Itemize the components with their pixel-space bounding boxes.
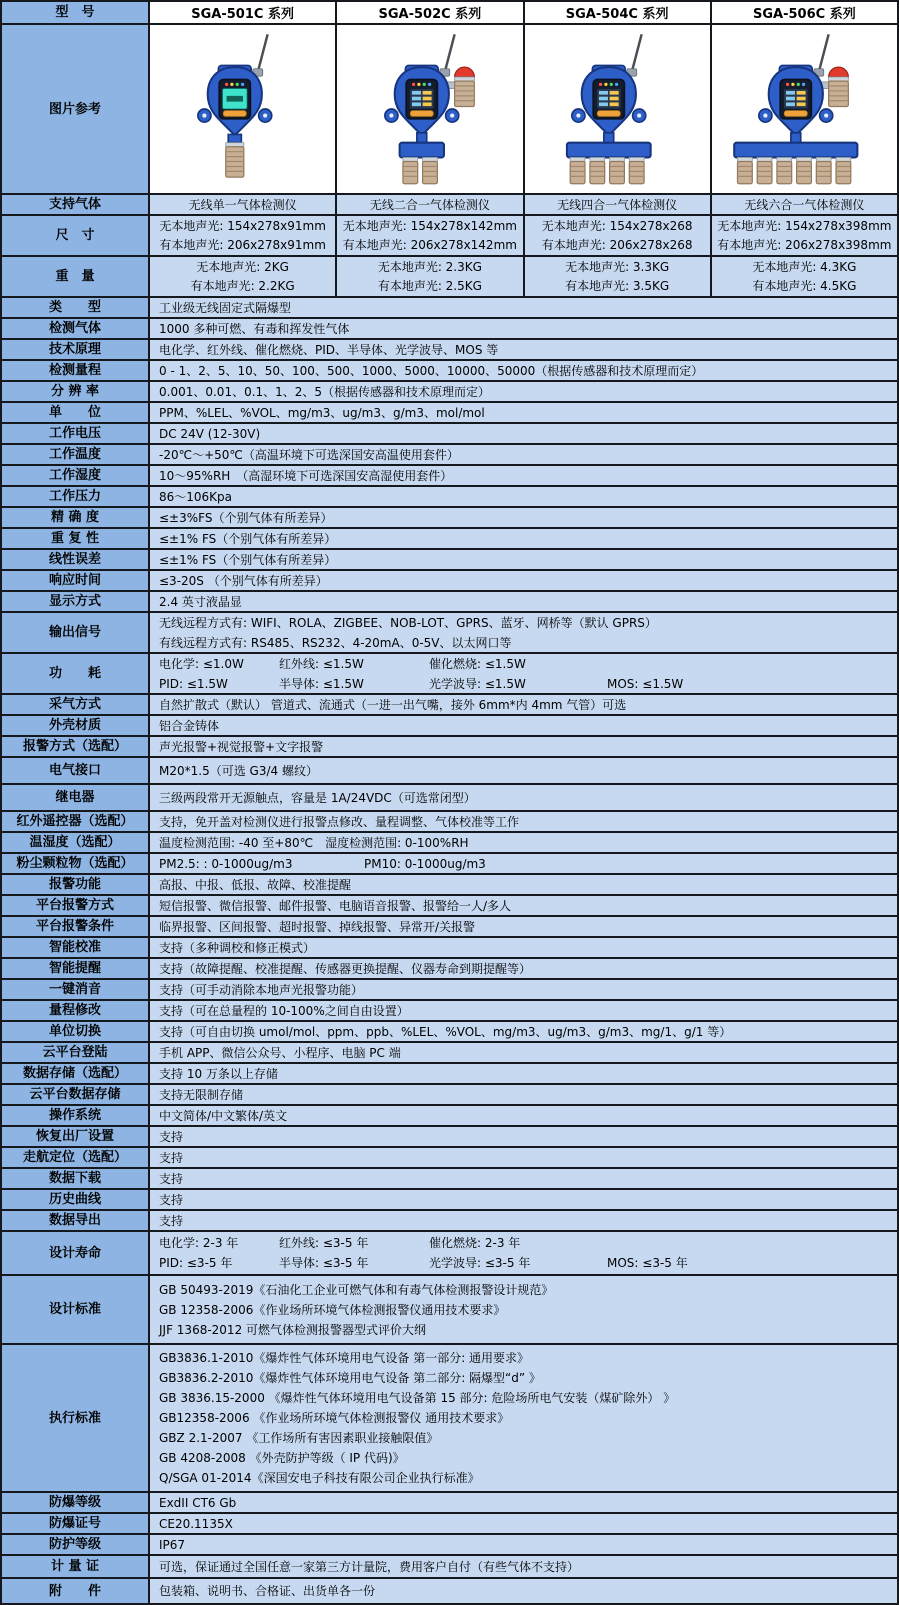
spec-value-os [150, 1106, 897, 1125]
spec-row-temp-humidity [2, 833, 897, 854]
spec-value-alarm-function [150, 875, 897, 894]
spec-value-segment: -20℃～+50℃（高温环境下可选深国安高温使用套件） [159, 447, 459, 462]
spec-label-ip-rating: 防护等级 [2, 1535, 150, 1554]
spec-label-relay: 继电器 [2, 785, 150, 810]
spec-value-segment: GBZ 2.1-2007 《工作场所有害因素职业接触限值》 [159, 1431, 439, 1445]
spec-label-accuracy: 精 确 度 [2, 508, 150, 527]
spec-label-type: 类 型 [2, 298, 150, 317]
spec-label-platform-alarm-condition: 平台报警条件 [2, 917, 150, 936]
sga-501c-detector-image [150, 25, 337, 193]
spec-value-linearity [150, 550, 897, 569]
spec-value-segment: M20*1.5（可选 G3/4 螺纹） [159, 763, 318, 778]
spec-value-segment: 红外线: ≤1.5W [279, 656, 364, 671]
spec-value-segment: GB 4208-2008 《外壳防护等级（ IP 代码)》 [159, 1451, 405, 1465]
spec-value-data-export [150, 1211, 897, 1230]
spec-value-repeatability [150, 529, 897, 548]
spec-value-segment: 1000 多种可燃、有毒和挥发性气体 [159, 321, 350, 336]
dimensions-sga-501c: 无本地声光: 154x278x91mm 有本地声光: 206x278x91mm [150, 216, 337, 255]
spec-value-voltage [150, 424, 897, 443]
spec-value-temp-humidity [150, 833, 897, 852]
spec-value-segment: 温度检测范围: -40 至+80℃ 湿度检测范围: 0-100%RH [159, 835, 469, 850]
spec-row-tech-principle [2, 340, 897, 361]
spec-value-output-signal [150, 613, 897, 652]
spec-value-segment: PID: ≤1.5W [159, 676, 228, 691]
spec-label-explosion-class: 防爆等级 [2, 1493, 150, 1512]
spec-label-design-standard: 设计标准 [2, 1276, 150, 1343]
supported-gas-sga-506c: 无线六合一气体检测仪 [712, 195, 897, 214]
spec-row-linearity [2, 550, 897, 571]
spec-value-response-time [150, 571, 897, 590]
spec-row-platform-alarm-mode [2, 896, 897, 917]
spec-value-segment: Q/SGA 01-2014《深国安电子科技有限公司企业执行标准》 [159, 1471, 480, 1485]
model-header-sga-502c: SGA-502C 系列 [337, 2, 524, 23]
spec-label-mute: 一键消音 [2, 980, 150, 999]
supported-gas-sga-501c: 无线单一气体检测仪 [150, 195, 337, 214]
spec-row-design-standard [2, 1276, 897, 1345]
spec-value-data-download [150, 1169, 897, 1188]
spec-row-electrical-port [2, 758, 897, 785]
model-header-sga-504c: SGA-504C 系列 [525, 2, 712, 23]
spec-row-power-consumption [2, 654, 897, 695]
spec-value-segment: GB 50493-2019《石油化工企业可燃气体和有毒气体检测报警设计规范》 [159, 1282, 554, 1297]
spec-value-power-consumption [150, 654, 897, 693]
spec-label-metering-cert: 计 量 证 [2, 1556, 150, 1577]
spec-label-repeatability: 重 复 性 [2, 529, 150, 548]
spec-value-segment: PM2.5: : 0-1000ug/m3 [159, 856, 293, 871]
spec-label-alarm-mode: 报警方式（选配） [2, 737, 150, 756]
spec-label-range: 检测量程 [2, 361, 150, 380]
spec-row-cloud-login [2, 1043, 897, 1064]
spec-row-accuracy [2, 508, 897, 529]
spec-value-factory-reset [150, 1127, 897, 1146]
spec-value-segment: 支持 10 万条以上存储 [159, 1066, 278, 1081]
spec-label-data-export: 数据导出 [2, 1211, 150, 1230]
spec-value-relay [150, 785, 897, 810]
spec-value-segment: GB12358-2006 《作业场所环境气体检测报警仪 通用技术要求》 [159, 1411, 510, 1425]
spec-value-segment: ≤±1% FS（个别气体有所差异） [159, 552, 337, 567]
spec-value-smart-reminder [150, 959, 897, 978]
spec-value-range [150, 361, 897, 380]
spec-row-type [2, 298, 897, 319]
spec-value-segment: ≤3-20S （个别气体有所差异） [159, 573, 328, 588]
spec-value-segment: 支持（多种调校和修正模式） [159, 940, 316, 955]
spec-value-segment: 铝合金铸体 [159, 718, 220, 733]
spec-value-segment: 催化燃烧: 2-3 年 [429, 1236, 521, 1250]
spec-row-work-pressure [2, 487, 897, 508]
spec-value-execution-standard [150, 1345, 897, 1491]
spec-value-segment: 支持 [159, 1150, 184, 1165]
spec-label-smart-calibration: 智能校准 [2, 938, 150, 957]
spec-value-range-modify [150, 1001, 897, 1020]
spec-row-range-modify [2, 1001, 897, 1022]
spec-value-segment: 临界报警、区间报警、超时报警、掉线报警、异常开/关报警 [159, 919, 476, 934]
spec-value-segment: ≤±3%FS（个别气体有所差异） [159, 510, 333, 525]
spec-row-ir-remote [2, 812, 897, 833]
spec-label-data-storage: 数据存储（选配） [2, 1064, 150, 1083]
spec-label-design-life: 设计寿命 [2, 1232, 150, 1274]
spec-value-segment: GB3836.1-2010《爆炸性气体环境用电气设备 第一部分: 通用要求》 [159, 1351, 530, 1365]
spec-row-navigation [2, 1148, 897, 1169]
spec-value-electrical-port [150, 758, 897, 783]
spec-value-segment: 支持 [159, 1129, 184, 1144]
spec-label-tech-principle: 技术原理 [2, 340, 150, 359]
spec-value-ip-rating [150, 1535, 897, 1554]
sga-504c-detector-image [525, 25, 712, 193]
spec-value-explosion-class [150, 1493, 897, 1512]
spec-value-segment: MOS: ≤3-5 年 [607, 1256, 688, 1270]
supported-gas-sga-502c: 无线二合一气体检测仪 [337, 195, 524, 214]
spec-row-execution-standard [2, 1345, 897, 1493]
spec-label-explosion-cert: 防爆证号 [2, 1514, 150, 1533]
spec-value-segment: 自然扩散式（默认） 管道式、流通式（一进一出气嘴，接外 6mm*内 4mm 气管）可选 [159, 697, 627, 712]
spec-value-segment: 10～95%RH （高湿环境下可选深国安高湿使用套件） [159, 468, 453, 483]
dimensions-sga-502c: 无本地声光: 154x278x142mm 有本地声光: 206x278x142mm [337, 216, 524, 255]
header-row [2, 2, 897, 25]
spec-label-ir-remote: 红外遥控器（选配） [2, 812, 150, 831]
spec-value-design-life [150, 1232, 897, 1274]
spec-label-power-consumption: 功 耗 [2, 654, 150, 693]
spec-value-segment: 高报、中报、低报、故障、校准提醒 [159, 877, 352, 892]
spec-row-os [2, 1106, 897, 1127]
spec-row-design-life [2, 1232, 897, 1276]
spec-label-platform-alarm-mode: 平台报警方式 [2, 896, 150, 915]
spec-value-segment: PM10: 0-1000ug/m3 [364, 856, 486, 871]
spec-row-housing [2, 716, 897, 737]
spec-row-unit [2, 403, 897, 424]
spec-label-response-time: 响应时间 [2, 571, 150, 590]
dimensions-label: 尺 寸 [2, 216, 150, 255]
spec-row-metering-cert [2, 1556, 897, 1579]
spec-value-segment: GB3836.2-2010《爆炸性气体环境用电气设备 第二部分: 隔爆型“d” 》 [159, 1371, 541, 1385]
spec-value-segment: 三级两段常开无源触点，容量是 1A/24VDC（可选常闭型） [159, 790, 476, 805]
spec-value-work-pressure [150, 487, 897, 506]
spec-row-smart-reminder [2, 959, 897, 980]
spec-value-type [150, 298, 897, 317]
spec-value-segment: 支持，免开盖对检测仪进行报警点修改、量程调整、气体校准等工作 [159, 814, 520, 829]
spec-label-unit: 单 位 [2, 403, 150, 422]
dimensions-sga-504c: 无本地声光: 154x278x268 有本地声光: 206x278x268 [525, 216, 712, 255]
spec-row-platform-alarm-condition [2, 917, 897, 938]
spec-row-history-curve [2, 1190, 897, 1211]
spec-label-output-signal: 输出信号 [2, 613, 150, 652]
spec-value-work-humidity [150, 466, 897, 485]
spec-label-detect-gas: 检测气体 [2, 319, 150, 338]
spec-value-segment: ExdII CT6 Gb [159, 1495, 237, 1510]
spec-value-design-standard [150, 1276, 897, 1343]
spec-row-work-humidity [2, 466, 897, 487]
spec-label-history-curve: 历史曲线 [2, 1190, 150, 1209]
spec-value-segment: CE20.1135X [159, 1516, 233, 1531]
spec-value-sampling [150, 695, 897, 714]
spec-value-platform-alarm-mode [150, 896, 897, 915]
spec-value-segment: PID: ≤3-5 年 [159, 1256, 233, 1270]
spec-value-segment: 支持（可在总量程的 10-100%之间自由设置） [159, 1003, 409, 1018]
spec-value-segment: 86～106Kpa [159, 489, 233, 504]
spec-value-smart-calibration [150, 938, 897, 957]
spec-label-cloud-login: 云平台登陆 [2, 1043, 150, 1062]
spec-row-smart-calibration [2, 938, 897, 959]
weight-row [2, 257, 897, 298]
spec-label-navigation: 走航定位（选配） [2, 1148, 150, 1167]
model-header-label: 型 号 [2, 2, 150, 23]
weight-sga-504c: 无本地声光: 3.3KG 有本地声光: 3.5KG [525, 257, 712, 296]
spec-value-segment: 有线远程方式有: RS485、RS232、4-20mA、0-5V、以太网口等 [159, 635, 512, 650]
spec-value-segment: 0 - 1、2、5、10、50、100、500、1000、5000、10000、50000（根据传感器和技术原理而定） [159, 363, 704, 378]
spec-value-segment: 半导体: ≤1.5W [279, 676, 364, 691]
weight-sga-506c: 无本地声光: 4.3KG 有本地声光: 4.5KG [712, 257, 897, 296]
spec-value-display [150, 592, 897, 611]
spec-value-segment: JJF 1368-2012 可燃气体检测报警器型式评价大纲 [159, 1322, 427, 1337]
spec-value-segment: 支持（可自由切换 umol/mol、ppm、ppb、%LEL、%VOL、mg/m3、ug/m3、g/m3、mg/1、g/1 等） [159, 1024, 732, 1039]
spec-value-platform-alarm-condition [150, 917, 897, 936]
model-header-sga-506c: SGA-506C 系列 [712, 2, 897, 23]
spec-label-housing: 外壳材质 [2, 716, 150, 735]
spec-value-segment: 电化学、红外线、催化燃烧、PID、半导体、光学波导、MOS 等 [159, 342, 499, 357]
spec-label-work-temp: 工作温度 [2, 445, 150, 464]
spec-row-display [2, 592, 897, 613]
spec-label-execution-standard: 执行标准 [2, 1345, 150, 1491]
spec-row-unit-switch [2, 1022, 897, 1043]
spec-value-segment: ≤±1% FS（个别气体有所差异） [159, 531, 337, 546]
spec-value-segment: PPM、%LEL、%VOL、mg/m3、ug/m3、g/m3、mol/mol [159, 405, 485, 420]
spec-row-data-export [2, 1211, 897, 1232]
spec-value-segment: 2.4 英寸液晶显 [159, 594, 242, 609]
spec-row-accessories [2, 1579, 897, 1603]
spec-value-work-temp [150, 445, 897, 464]
weight-sga-501c: 无本地声光: 2KG 有本地声光: 2.2KG [150, 257, 337, 296]
model-header-sga-501c: SGA-501C 系列 [150, 2, 337, 23]
spec-row-dust [2, 854, 897, 875]
sga-502c-detector-image [337, 25, 524, 193]
spec-value-segment: 可选，保证通过全国任意一家第三方计量院，费用客户自付（有些气体不支持） [159, 1559, 580, 1574]
spec-value-segment: 包装箱、说明书、合格证、出货单各一份 [159, 1584, 376, 1598]
spec-value-navigation [150, 1148, 897, 1167]
spec-value-segment: 中文简体/中文繁体/英文 [159, 1108, 288, 1123]
spec-value-tech-principle [150, 340, 897, 359]
spec-row-response-time [2, 571, 897, 592]
spec-label-linearity: 线性误差 [2, 550, 150, 569]
spec-value-segment: 工业级无线固定式隔爆型 [159, 300, 292, 315]
weight-sga-502c: 无本地声光: 2.3KG 有本地声光: 2.5KG [337, 257, 524, 296]
spec-row-voltage [2, 424, 897, 445]
spec-value-segment: 0.001、0.01、0.1、1、2、5（根据传感器和技术原理而定） [159, 384, 491, 399]
image-row-label: 图片参考 [2, 25, 150, 193]
sga-506c-detector-image [712, 25, 897, 193]
spec-label-data-download: 数据下载 [2, 1169, 150, 1188]
spec-value-segment: 红外线: ≤3-5 年 [279, 1236, 369, 1250]
spec-value-segment: 光学波导: ≤1.5W [429, 676, 526, 691]
dimensions-row [2, 216, 897, 257]
spec-row-mute [2, 980, 897, 1001]
spec-row-repeatability [2, 529, 897, 550]
spec-row-explosion-cert [2, 1514, 897, 1535]
spec-label-temp-humidity: 温湿度（选配） [2, 833, 150, 852]
spec-row-resolution [2, 382, 897, 403]
spec-value-metering-cert [150, 1556, 897, 1577]
spec-value-segment: 支持 [159, 1192, 184, 1207]
spec-value-detect-gas [150, 319, 897, 338]
spec-value-ir-remote [150, 812, 897, 831]
spec-value-resolution [150, 382, 897, 401]
spec-label-range-modify: 量程修改 [2, 1001, 150, 1020]
spec-label-display: 显示方式 [2, 592, 150, 611]
spec-label-electrical-port: 电气接口 [2, 758, 150, 783]
spec-row-relay [2, 785, 897, 812]
spec-value-segment: 电化学: 2-3 年 [159, 1236, 239, 1250]
spec-row-alarm-mode [2, 737, 897, 758]
spec-label-cloud-storage: 云平台数据存储 [2, 1085, 150, 1104]
spec-label-resolution: 分 辨 率 [2, 382, 150, 401]
spec-value-segment: 支持（可手动消除本地声光报警功能） [159, 982, 364, 997]
spec-value-segment: 支持无限制存储 [159, 1087, 244, 1102]
spec-label-alarm-function: 报警功能 [2, 875, 150, 894]
spec-label-unit-switch: 单位切换 [2, 1022, 150, 1041]
spec-value-unit-switch [150, 1022, 897, 1041]
spec-label-os: 操作系统 [2, 1106, 150, 1125]
spec-row-explosion-class [2, 1493, 897, 1514]
spec-value-dust [150, 854, 897, 873]
spec-value-segment: GB 3836.15-2000 《爆炸性气体环境用电气设备第 15 部分: 危险场所电气安装（煤矿除外） 》 [159, 1391, 676, 1405]
spec-row-work-temp [2, 445, 897, 466]
spec-row-output-signal [2, 613, 897, 654]
spec-row-sampling [2, 695, 897, 716]
spec-value-mute [150, 980, 897, 999]
spec-value-segment: 半导体: ≤3-5 年 [279, 1256, 369, 1270]
spec-value-segment: 短信报警、微信报警、邮件报警、电脑语音报警、报警给一人/多人 [159, 898, 512, 913]
spec-value-segment: IP67 [159, 1537, 186, 1552]
weight-label: 重 量 [2, 257, 150, 296]
supported-gas-label: 支持气体 [2, 195, 150, 214]
spec-row-detect-gas [2, 319, 897, 340]
spec-value-accessories [150, 1579, 897, 1603]
spec-value-segment: 催化燃烧: ≤1.5W [429, 656, 526, 671]
spec-label-smart-reminder: 智能提醒 [2, 959, 150, 978]
supported-gas-sga-504c: 无线四合一气体检测仪 [525, 195, 712, 214]
spec-row-cloud-storage [2, 1085, 897, 1106]
spec-row-range [2, 361, 897, 382]
spec-value-accuracy [150, 508, 897, 527]
spec-value-unit [150, 403, 897, 422]
image-reference-row [2, 25, 897, 195]
spec-value-segment: GB 12358-2006《作业场所环境气体检测报警仪通用技术要求》 [159, 1302, 506, 1317]
spec-value-alarm-mode [150, 737, 897, 756]
spec-row-alarm-function [2, 875, 897, 896]
dimensions-sga-506c: 无本地声光: 154x278x398mm 有本地声光: 206x278x398mm [712, 216, 897, 255]
spec-value-segment: 支持 [159, 1213, 184, 1228]
spec-value-segment: 无线远程方式有: WIFI、ROLA、ZIGBEE、NOB-LOT、GPRS、蓝牙、网桥等（默认 GPRS） [159, 615, 657, 630]
spec-label-sampling: 采气方式 [2, 695, 150, 714]
spec-row-ip-rating [2, 1535, 897, 1556]
spec-value-segment: MOS: ≤1.5W [607, 676, 684, 691]
spec-value-housing [150, 716, 897, 735]
spec-label-accessories: 附 件 [2, 1579, 150, 1603]
spec-value-segment: 支持（故障提醒、校准提醒、传感器更换提醒、仪器寿命到期提醒等） [159, 961, 532, 976]
spec-value-segment: 支持 [159, 1171, 184, 1186]
spec-value-cloud-storage [150, 1085, 897, 1104]
spec-value-segment: 声光报警+视觉报警+文字报警 [159, 739, 324, 754]
spec-label-voltage: 工作电压 [2, 424, 150, 443]
spec-value-cloud-login [150, 1043, 897, 1062]
spec-label-dust: 粉尘颗粒物（选配） [2, 854, 150, 873]
spec-value-segment: 电化学: ≤1.0W [159, 656, 244, 671]
spec-value-history-curve [150, 1190, 897, 1209]
spec-row-data-download [2, 1169, 897, 1190]
spec-label-work-pressure: 工作压力 [2, 487, 150, 506]
spec-row-factory-reset [2, 1127, 897, 1148]
spec-value-segment: DC 24V (12-30V) [159, 426, 261, 441]
supported-gas-row [2, 195, 897, 216]
spec-label-factory-reset: 恢复出厂设置 [2, 1127, 150, 1146]
spec-label-work-humidity: 工作湿度 [2, 466, 150, 485]
spec-value-segment: 手机 APP、微信公众号、小程序、电脑 PC 端 [159, 1045, 401, 1060]
spec-row-data-storage [2, 1064, 897, 1085]
spec-value-explosion-cert [150, 1514, 897, 1533]
spec-value-data-storage [150, 1064, 897, 1083]
spec-value-segment: 光学波导: ≤3-5 年 [429, 1256, 531, 1270]
spec-rows-container [2, 298, 897, 1603]
